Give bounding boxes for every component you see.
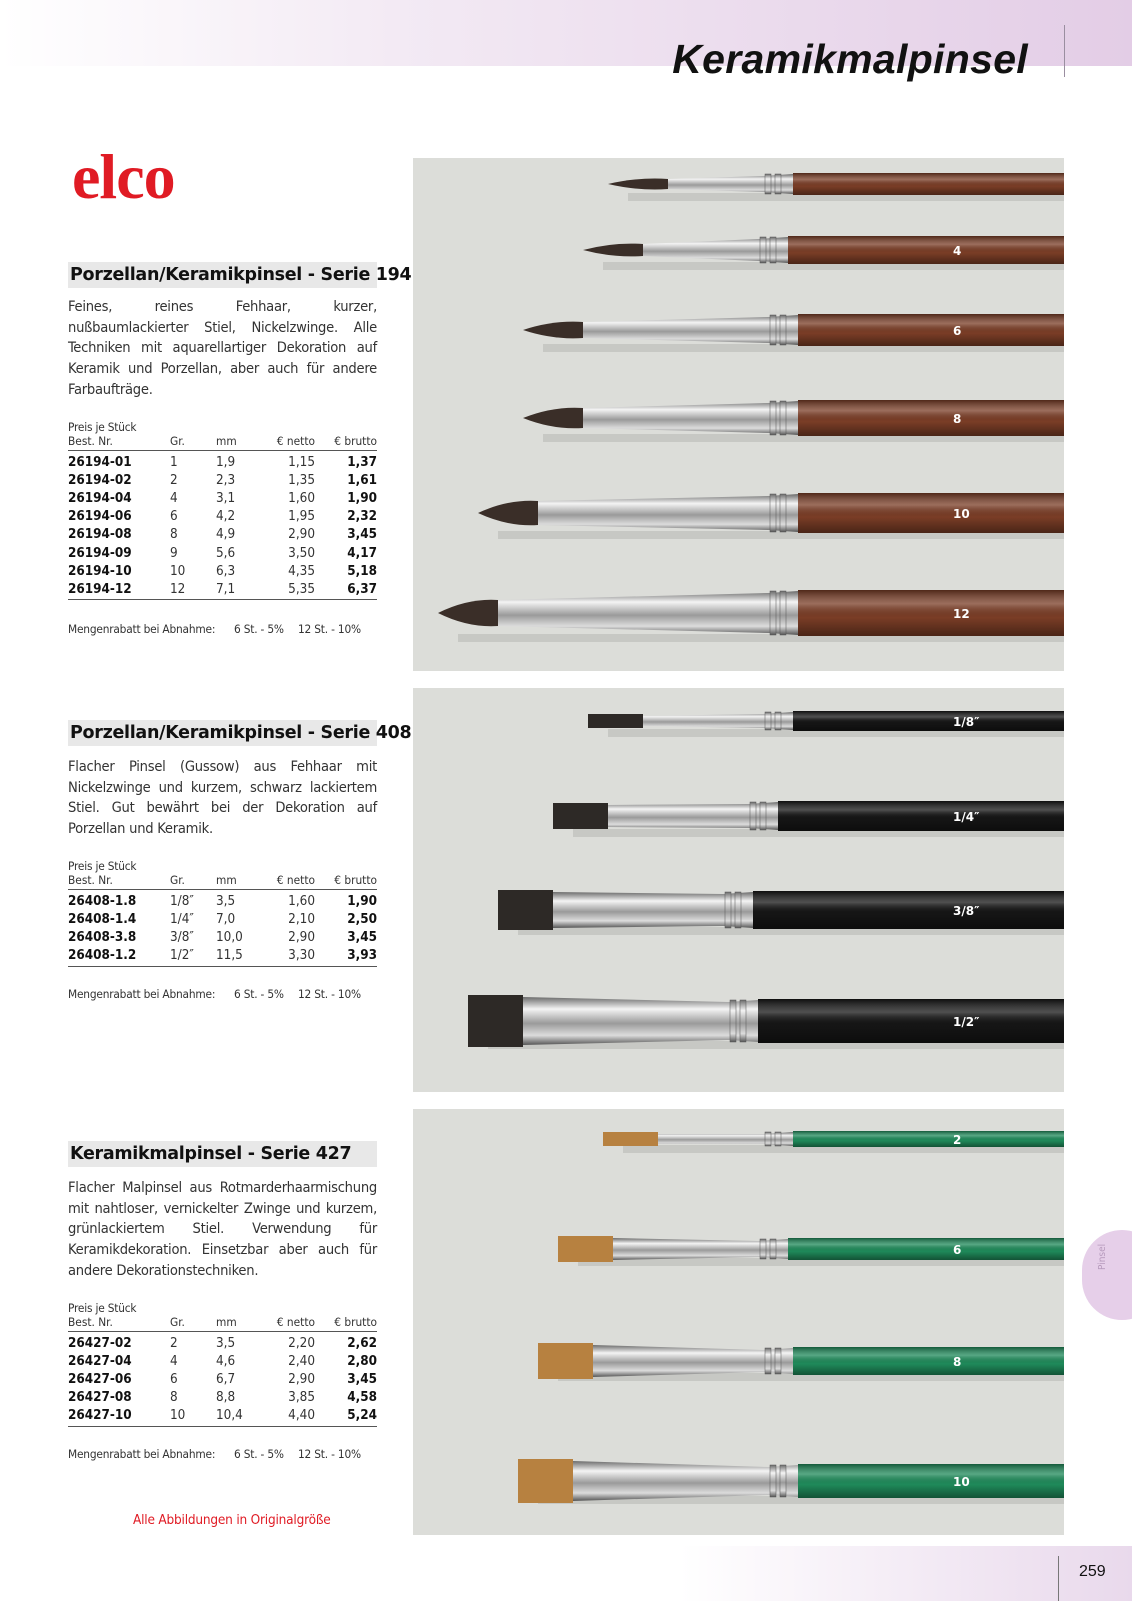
cell-netto: 2,10 [288, 912, 315, 928]
cell-mm: 3,1 [216, 490, 236, 506]
section-serie-194 [68, 262, 412, 637]
table-row [68, 1407, 377, 1426]
cell-mm: 11,5 [210, 947, 260, 966]
cell-nr: 26427-02 [68, 1335, 132, 1351]
cell-gr: 8 [170, 527, 178, 543]
section-heading: Keramikmalpinsel - Serie 427 [68, 1141, 377, 1167]
col-best-nr: Best. Nr. [68, 1315, 170, 1332]
section-tab-label: Pinsel [1097, 1243, 1108, 1270]
quantity-discount [68, 987, 377, 1001]
cell-nr: 26194-01 [68, 454, 132, 470]
cell-netto: 1,95 [288, 509, 315, 525]
table-row [68, 1389, 377, 1407]
brush-size-label: 3/8″ [953, 904, 980, 918]
cell-gr: 2 [170, 1335, 178, 1351]
cell-mm: 7,0 [216, 912, 236, 928]
cell-nr: 26427-10 [68, 1407, 170, 1426]
cell-gr: 10 [170, 1407, 210, 1426]
cell-nr: 26427-06 [68, 1371, 132, 1387]
brush-illustration [413, 688, 1064, 1092]
quantity-discount [68, 1447, 377, 1461]
brush-size-label: 6 [953, 324, 962, 338]
cell-gr: 1/4″ [170, 912, 194, 928]
cell-brutto: 2,50 [347, 912, 377, 928]
col-mm: mm [210, 1315, 260, 1332]
brush-photo-serie-408 [413, 688, 1064, 1092]
cell-gr: 8 [170, 1390, 178, 1406]
price-table-body [68, 450, 377, 600]
col-best-nr: Best. Nr. [68, 434, 170, 451]
quantity-discount [68, 622, 377, 636]
cell-brutto: 6,37 [315, 581, 377, 600]
brush-size-label: 1/4″ [953, 810, 980, 824]
cell-gr: 2 [170, 472, 178, 488]
price-table [68, 434, 377, 601]
cell-nr: 26194-12 [68, 581, 170, 600]
cell-nr: 26427-04 [68, 1353, 132, 1369]
table-row [68, 450, 377, 472]
brush-illustration [413, 158, 1064, 671]
cell-gr: 4 [170, 490, 178, 506]
cell-mm: 1,9 [216, 454, 236, 470]
col-gr: Gr. [170, 873, 210, 890]
cell-netto: 5,35 [260, 581, 315, 600]
cell-netto: 2,40 [288, 1353, 315, 1369]
cell-brutto: 2,62 [347, 1335, 377, 1351]
price-label: Preis je Stück [68, 419, 137, 434]
cell-gr: 1 [170, 454, 178, 470]
brush [603, 1131, 1064, 1153]
brush [558, 1236, 1064, 1266]
cell-mm: 6,7 [216, 1371, 236, 1387]
price-table [68, 873, 377, 967]
col-mm: mm [210, 434, 260, 451]
cell-mm: 4,9 [216, 527, 236, 543]
discount-label: Mengenrabatt bei Abnahme: [68, 622, 216, 637]
table-row [68, 563, 377, 581]
col-gr: Gr. [170, 434, 210, 451]
section-description: Feines, reines Fehhaar, kurzer, nußbaumlackierter Stiel, Nickelzwinge. Alle Techniken mit aquarellartiger Dekoration auf Keramik und Porzellan, aber auch für andere Farbaufträge. [68, 298, 377, 398]
brush [538, 1343, 1064, 1381]
cell-nr: 26408-3.8 [68, 930, 137, 946]
price-label: Preis je Stück [68, 858, 137, 873]
cell-netto: 1,35 [288, 472, 315, 488]
col-brutto: € brutto [315, 873, 377, 890]
brush-size-label: 6 [953, 1243, 962, 1257]
table-row [68, 490, 377, 508]
cell-gr: 6 [170, 509, 178, 525]
cell-brutto: 1,90 [347, 893, 377, 909]
cell-nr: 26194-09 [68, 545, 132, 561]
cell-brutto: 3,45 [347, 527, 377, 543]
section-serie-427 [68, 1141, 377, 1461]
cell-brutto: 1,37 [347, 454, 377, 470]
cell-mm: 10,0 [216, 930, 243, 946]
brush-photo-serie-194 [413, 158, 1064, 671]
page-title: Keramikmalpinsel [672, 36, 1028, 82]
col-brutto: € brutto [315, 434, 377, 451]
cell-netto: 2,90 [288, 1371, 315, 1387]
section-description: Flacher Malpinsel aus Rotmarderhaarmischung mit nahtloser, vernickelter Zwinge und kurzem, grünlackiertem Stiel. Verwendung für Keramikdekoration. Einsetzbar aber auch für andere Dekorationstechniken. [68, 1179, 377, 1279]
discount-tier-2: 12 St. - 10% [298, 986, 361, 1001]
cell-gr: 6 [170, 1371, 178, 1387]
cell-nr: 26194-02 [68, 472, 132, 488]
cell-netto: 2,20 [288, 1335, 315, 1351]
price-table-body [68, 889, 377, 966]
section-heading: Porzellan/Keramikpinsel - Serie 408 [68, 720, 377, 746]
cell-brutto: 3,45 [347, 930, 377, 946]
brush-size-label: 10 [953, 507, 970, 521]
page-number: 259 [1079, 1563, 1106, 1580]
table-row [68, 1353, 377, 1371]
brush-size-label: 12 [953, 607, 970, 621]
table-row [68, 545, 377, 563]
table-row [68, 581, 377, 600]
cell-brutto: 3,93 [315, 947, 377, 966]
cell-mm: 4,6 [216, 1353, 236, 1369]
footnote: Alle Abbildungen in Originalgröße [133, 1512, 331, 1528]
cell-netto: 2,90 [288, 930, 315, 946]
cell-nr: 26408-1.2 [68, 947, 170, 966]
cell-netto: 3,85 [288, 1390, 315, 1406]
cell-nr: 26194-08 [68, 527, 132, 543]
brush [518, 1459, 1064, 1504]
discount-label: Mengenrabatt bei Abnahme: [68, 986, 216, 1001]
discount-tier-2: 12 St. - 10% [298, 622, 361, 637]
cell-mm: 5,6 [216, 545, 236, 561]
discount-tier-1: 6 St. - 5% [234, 1446, 284, 1461]
brush-size-label: 8 [953, 1355, 962, 1369]
cell-nr: 26427-08 [68, 1390, 132, 1406]
cell-netto: 1,60 [288, 490, 315, 506]
cell-brutto: 1,90 [347, 490, 377, 506]
cell-netto: 1,15 [288, 454, 315, 470]
brush-size-label: 8 [953, 412, 962, 426]
table-row [68, 526, 377, 544]
cell-brutto: 4,17 [347, 545, 377, 561]
col-mm: mm [210, 873, 260, 890]
cell-netto: 2,90 [288, 527, 315, 543]
cell-brutto: 1,61 [347, 472, 377, 488]
cell-brutto: 5,18 [347, 563, 377, 579]
table-row [68, 508, 377, 526]
cell-brutto: 3,45 [347, 1371, 377, 1387]
page-number-divider [1058, 1556, 1059, 1601]
cell-nr: 26194-04 [68, 490, 132, 506]
cell-mm: 10,4 [210, 1407, 260, 1426]
brush-photo-serie-427 [413, 1109, 1064, 1535]
title-divider [1064, 25, 1065, 77]
cell-gr: 3/8″ [170, 930, 194, 946]
brush-illustration [413, 1109, 1064, 1535]
cell-netto: 4,35 [288, 563, 315, 579]
brush-size-label: 2 [953, 1133, 962, 1147]
cell-nr: 26194-06 [68, 509, 132, 525]
cell-gr: 1/2″ [170, 947, 210, 966]
cell-gr: 4 [170, 1353, 178, 1369]
brush-size-label: 10 [953, 1475, 970, 1489]
cell-netto: 1,60 [288, 893, 315, 909]
cell-gr: 12 [170, 581, 210, 600]
brush-size-label: 1/8″ [953, 715, 980, 729]
cell-mm: 8,8 [216, 1390, 236, 1406]
brush-size-label: 1/2″ [953, 1015, 980, 1029]
section-serie-408 [68, 720, 412, 1001]
cell-gr: 1/8″ [170, 893, 194, 909]
cell-gr: 9 [170, 545, 178, 561]
discount-tier-1: 6 St. - 5% [234, 622, 284, 637]
table-row [68, 1371, 377, 1389]
discount-tier-1: 6 St. - 5% [234, 986, 284, 1001]
col-netto: € netto [260, 873, 315, 890]
brush-size-label: 4 [953, 244, 962, 258]
section-heading: Porzellan/Keramikpinsel - Serie 194 [68, 262, 377, 288]
price-table-body [68, 1331, 377, 1426]
cell-mm: 4,2 [216, 509, 236, 525]
cell-mm: 6,3 [216, 563, 236, 579]
brush [553, 801, 1064, 837]
cell-netto: 4,40 [260, 1407, 315, 1426]
col-gr: Gr. [170, 1315, 210, 1332]
cell-nr: 26408-1.8 [68, 893, 137, 909]
col-best-nr: Best. Nr. [68, 873, 170, 890]
cell-nr: 26408-1.4 [68, 912, 137, 928]
cell-mm: 2,3 [216, 472, 236, 488]
table-row [68, 947, 377, 966]
footer-band [0, 1546, 1132, 1601]
cell-nr: 26194-10 [68, 563, 132, 579]
section-description: Flacher Pinsel (Gussow) aus Fehhaar mit Nickelzwinge und kurzem, schwarz lackiertem Stiel. Gut bewährt bei der Dekoration auf Porzellan und Keramik. [68, 758, 377, 838]
col-brutto: € brutto [315, 1315, 377, 1332]
table-row [68, 889, 377, 911]
brand-logo: elco [72, 141, 175, 212]
cell-brutto: 4,58 [347, 1390, 377, 1406]
table-row [68, 911, 377, 929]
cell-brutto: 5,24 [315, 1407, 377, 1426]
table-row [68, 929, 377, 947]
cell-brutto: 2,80 [347, 1353, 377, 1369]
cell-brutto: 2,32 [347, 509, 377, 525]
cell-mm: 3,5 [216, 1335, 236, 1351]
price-label: Preis je Stück [68, 1300, 137, 1315]
cell-netto: 3,50 [288, 545, 315, 561]
cell-gr: 10 [170, 563, 186, 579]
cell-mm: 7,1 [210, 581, 260, 600]
cell-mm: 3,5 [216, 893, 236, 909]
table-row [68, 472, 377, 490]
col-netto: € netto [260, 1315, 315, 1332]
discount-tier-2: 12 St. - 10% [298, 1446, 361, 1461]
col-netto: € netto [260, 434, 315, 451]
table-row [68, 1331, 377, 1353]
discount-label: Mengenrabatt bei Abnahme: [68, 1446, 216, 1461]
cell-netto: 3,30 [260, 947, 315, 966]
price-table [68, 1315, 377, 1427]
